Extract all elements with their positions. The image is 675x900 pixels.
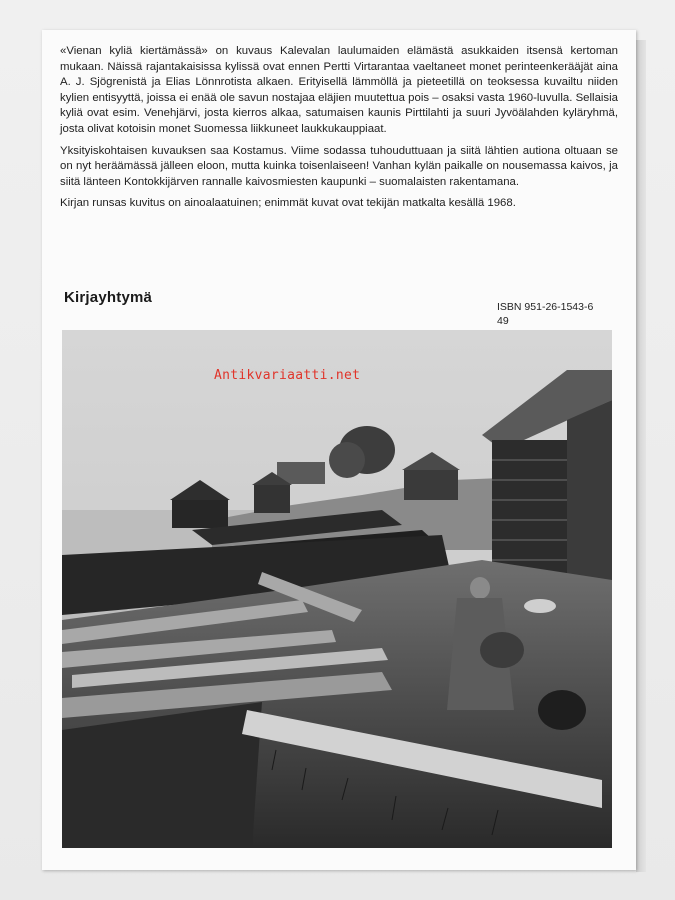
boat-shed (172, 500, 228, 528)
house (254, 485, 290, 513)
blurb-paragraph-3: Kirjan runsas kuvitus on ainoalaatuinen; enimmät kuvat ovat tekijän matkalta kesällä 1968. (60, 197, 516, 210)
watermark-text: Antikvariaatti.net (214, 368, 361, 383)
log-house-wall (567, 400, 612, 590)
woman-head (470, 577, 490, 599)
cover-photo (62, 330, 612, 848)
tree (329, 442, 365, 478)
blurb-text (60, 44, 618, 218)
washing-tub (480, 632, 524, 668)
isbn-number: ISBN 951-26-1543-6 (497, 301, 594, 313)
blurb-paragraph-2: Yksityiskohtaisen kuvauksen saa Kostamus. Viime sodassa tuhouduttuaan ja siitä lähtien autiona oltuaan se on nyt heräämässä jälleen eloon, mutta kuinka toisenlaiseen! Vanhan kylän paikalle on nousemassa kaivos, ja siitä länteen Kontokkijärven rannalle kaivosmiesten kaupunki – suomalaisten rakentamana. (60, 144, 618, 188)
price-code: 49 (497, 315, 509, 327)
publisher-name: Kirjayhtymä (64, 289, 153, 306)
house (404, 470, 458, 500)
book-back-cover (42, 30, 636, 870)
isbn-block (497, 300, 593, 328)
book-spine-edge (636, 40, 646, 872)
blurb-paragraph-1: «Vienan kyliä kiertämässä» on kuvaus Kalevalan laulumaiden elämästä asukkaiden itsensä kertoman mukaan. Näissä rajantakaisissa kylissä ovat ennen Pertti Virtarantaa vaeltaneet monet perinteenkerääjät aina A. J. Sjögrenistä ja Elias Lönnrotista alkaen. Erityisellä lämmöllä ja pieteetillä on teoksessa kuvailtu niiden kylien entisyyttä, joissa ei enää ole savun nostajaa eläjien muutettua pois – osaksi vasta 1960-luvulla. Sellaisia kyliä ovat esim. Venehjärvi, josta kierros alkaa, satumaisen kaunis Pirttilahti ja suuri Jyvöälahden kyläryhmä, josta olivat kotoisin monet Suomessa liikkuneet laukkukauppiaat. (60, 45, 618, 135)
kettle (538, 690, 586, 730)
basin (524, 599, 556, 613)
village-shore-photo (62, 330, 612, 848)
